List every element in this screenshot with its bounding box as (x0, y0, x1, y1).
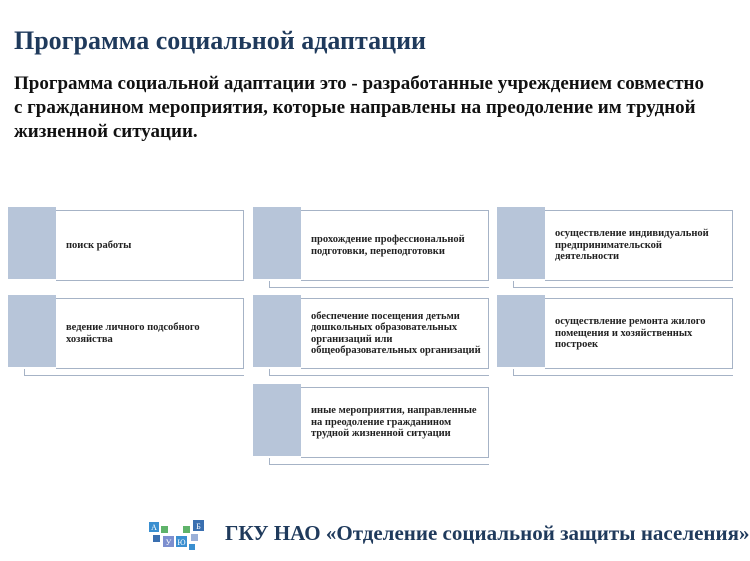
svg-text:А: А (151, 523, 157, 532)
page-title: Программа социальной адаптации (14, 26, 427, 55)
svg-text:Б: Б (196, 522, 201, 531)
list-item: осуществление ремонта жилого помещения и хозяйственных построек (497, 295, 733, 371)
definition-text: Программа социальной адаптации это - разработанные учреждением совместно с гражданином мероприятия, которые направлены на преодоление им трудной жизненной ситуации. (14, 73, 704, 142)
list-item: прохождение профессиональной подготовки, переподготовки (253, 207, 489, 283)
svg-text:У: У (165, 538, 172, 547)
list-item: поиск работы (8, 207, 244, 283)
list-item: обеспечение посещения детьми дошкольных образовательных организаций или общеобразовательных организаций (253, 295, 489, 371)
list-item: ведение личного подсобного хозяйства (8, 295, 244, 371)
list-item: осуществление индивидуальной предпринимательской деятельности (497, 207, 733, 283)
svg-text:Ю: Ю (177, 538, 186, 547)
organization-logo (147, 518, 209, 554)
footer-organization: ГКУ НАО «Отделение социальной защиты населения» (225, 521, 750, 545)
list-item: иные мероприятия, направленные на преодоление гражданином трудной жизненной ситуации (253, 384, 489, 460)
